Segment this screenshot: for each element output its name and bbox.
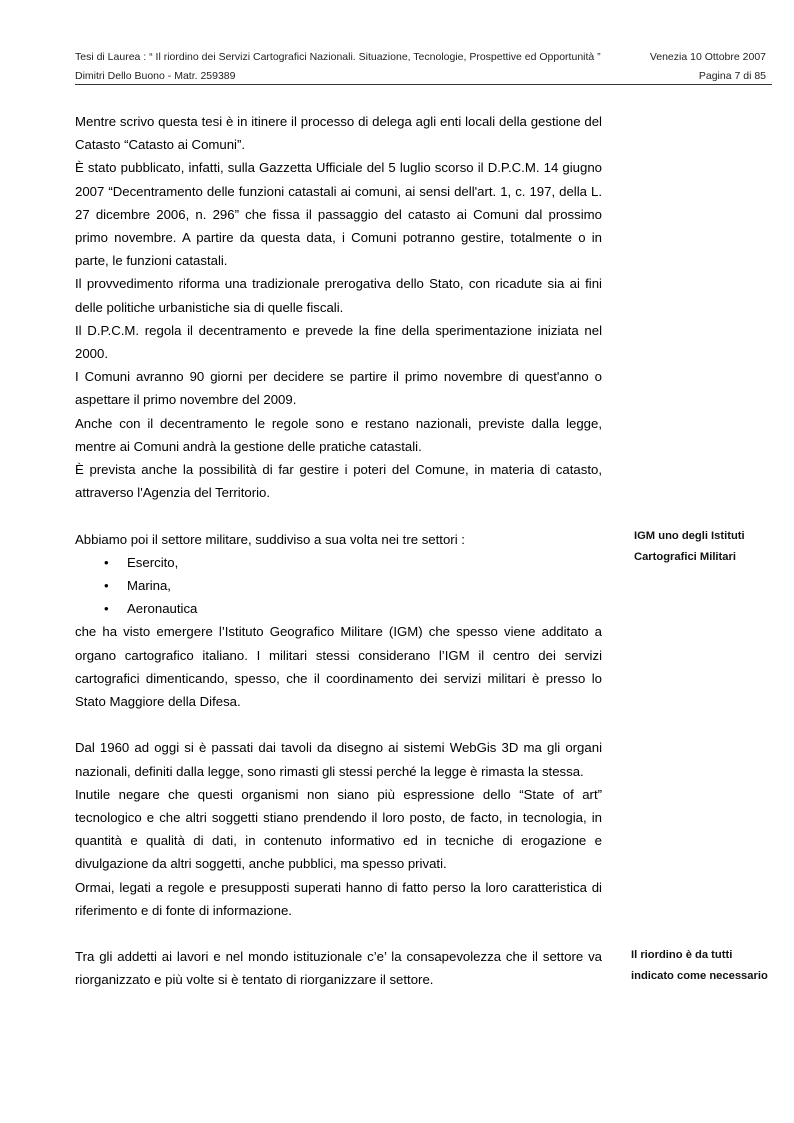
paragraph: È prevista anche la possibilità di far gestire i poteri del Comune, in materia di catasto, attraverso l'Agenzia del Territorio. [75,462,602,501]
paragraph-gap [75,922,602,945]
margin-note-igm: IGM uno degli Istituti Cartografici Militari [634,530,745,563]
paragraph: Anche con il decentramento le regole sono e restano nazionali, previste dalla legge, mentre ai Comuni andrà la gestione delle pratiche catastali. [75,415,602,454]
page-number: Pagina 7 di 85 [698,70,766,82]
bullet-icon: • [104,578,109,594]
paragraph: È stato pubblicato, infatti, sulla Gazzetta Ufficiale del 5 luglio scorso il D.P.C.M. 14 giugno 2007 “Decentramento delle funzioni catastali ai comuni, ai sensi dell'art. 1, c. 197, della L. 27 dicembre 2006, n. 296” che fissa il passaggio del catasto ai Comuni dal prossimo primo novembre. A partire da questa data, i Comuni potranno gestire, totalmente o in parte, le funzioni catastali. [75,160,602,269]
list-item: • Esercito, [75,551,602,574]
paragraph-gap [75,713,602,736]
military-sectors-list [75,551,602,621]
paragraph-gap [75,504,602,527]
author-line: Dimitri Dello Buono - Matr. 259389 [75,70,236,82]
bullet-icon: • [104,554,109,570]
bullet-icon: • [104,601,109,617]
paragraph: Mentre scrivo questa tesi è in itinere il processo di delega agli enti locali della gestione del Catasto “Catasto ai Comuni”. [75,114,602,153]
paragraph: Il provvedimento riforma una tradizionale prerogativa dello Stato, con ricadute sia ai fini delle politiche urbanistiche sia di quelle fiscali. [75,276,602,315]
paragraph: Ormai, legati a regole e presupposti superati hanno di fatto perso la loro caratteristica di riferimento e di fonte di informazione. [75,879,602,918]
list-item: • Aeronautica [75,597,602,620]
thesis-title: Tesi di Laurea : “ Il riordino dei Servizi Cartografici Nazionali. Situazione, Tecnologie, Prospettive ed Opportunità ” [75,51,601,63]
paragraph: Tra gli addetti ai lavori e nel mondo istituzionale c’e’ la consapevolezza che il settore va riorganizzato e più volte si è tentato di riorganizzare il settore. [75,949,602,988]
header-divider [75,84,772,85]
header-date: Venezia 10 Ottobre 2007 [649,51,766,63]
main-text [75,110,602,992]
paragraph: Dal 1960 ad oggi si è passati dai tavoli da disegno ai sistemi WebGis 3D ma gli organi nazionali, definiti dalla legge, sono rimasti gli stessi perché la legge è rimasta la stessa. [75,740,602,779]
paragraph: Inutile negare che questi organismi non siano più espressione dello “State of art” tecnologico e che altri soggetti stiano prendendo il loro posto, de facto, in tecnologia, in quantità e qualità di dati, in contenuto informativo ed in tecniche di erogazione e divulgazione da altri soggetti, anche pubblici, ma spesso privati. [75,786,602,872]
paragraph: che ha visto emergere l’Istituto Geografico Militare (IGM) che spesso viene additato a organo cartografico italiano. I militari stessi considerano l’IGM il centro dei servizi cartografici dimenticando, spesso, che il coordinamento dei servizi militari è presso lo Stato Maggiore della Difesa. [75,624,602,710]
paragraph: Abbiamo poi il settore militare, suddiviso a sua volta nei tre settori : [75,531,465,547]
list-item: • Marina, [75,574,602,597]
paragraph: Il D.P.C.M. regola il decentramento e prevede la fine della sperimentazione iniziata nel 2000. [75,322,602,362]
margin-note-riordino: Il riordino è da tutti indicato come necessario [631,949,768,982]
paragraph: I Comuni avranno 90 giorni per decidere se partire il primo novembre di quest'anno o aspettare il primo novembre del 2009. [75,369,602,408]
